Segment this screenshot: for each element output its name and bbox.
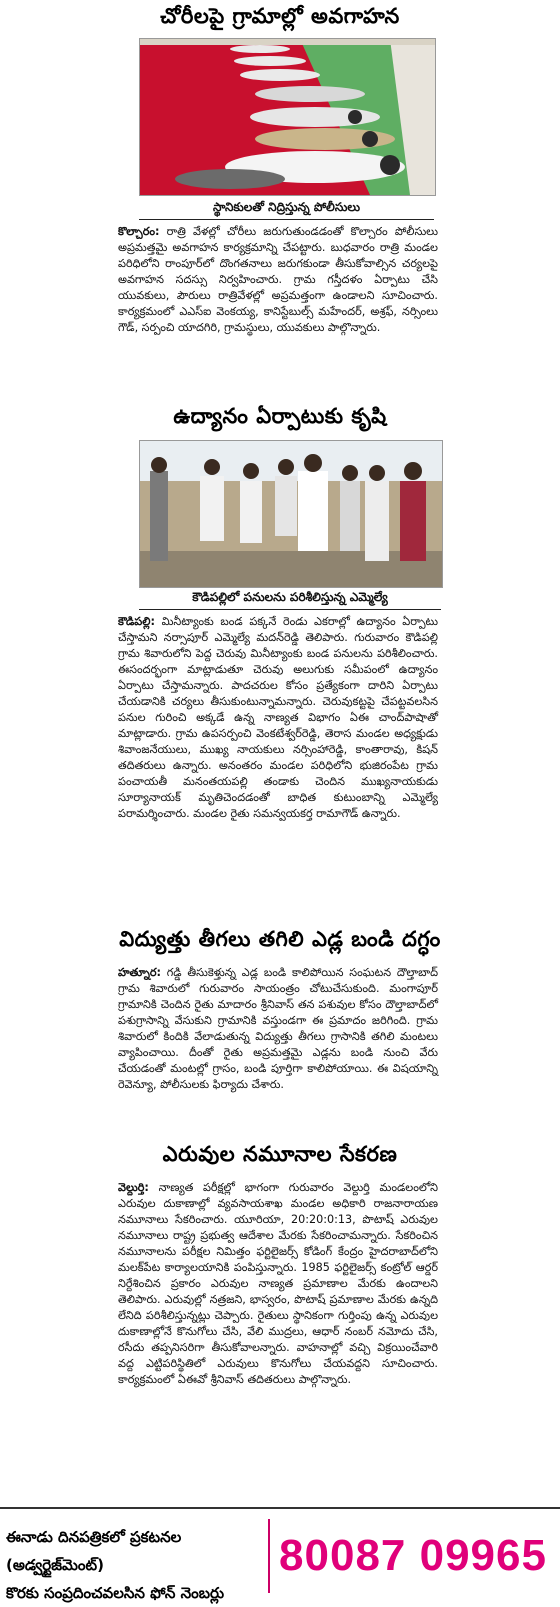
story-3-body [118, 965, 438, 1135]
story-2-headline: ఉద్యానం ఏర్పాటుకు కృషి [173, 404, 387, 428]
mla-inspection-photo [140, 441, 442, 587]
ad-banner [0, 1507, 560, 1602]
story-4-headline: ఎరువుల నమూనాల సేకరణ [162, 1142, 398, 1166]
story-3-headline: విద్యుత్తు తీగలు తగిలి ఎడ్ల బండి దగ్ధం [119, 927, 441, 951]
story-2-dateline: కౌడిపల్లి: [118, 615, 155, 628]
story-4-dateline: వెల్దుర్తి: [118, 1181, 149, 1194]
story-2-text: మినీట్యాంకు బండ పక్కనే రెండు ఎకరాల్లో ఉద్యానం ఏర్పాటు చేస్తామని నర్సాపూర్‌ ఎమ్మెల్యే మదన్‌రెడ్డి తెలిపారు. గురువారం కౌడిపల్లి గ్రామ శివారులోని పెద్ద చెరువు మినీట్యాంకు బండ పనులను పరిశీలించారు. ఈసందర్భంగా మాట్లాడుతూ చెరువు అలుగుకు సమీపంలో ఉద్యానం ఏర్పాటు చేస్తామన్నారు. పాదచరుల కోసం ప్రత్యేకంగా దారిని ఏర్పాటు చేయడానికి చర్యలు తీసుకుంటున్నామన్నారు. చెరువుకట్టపై చేపట్టవలసిన పనుల గురించి అక్కడే ఉన్న నాణ్యత విభాగం ఏఈ చాంద్‌పాషాతో మాట్లాడారు. గ్రామ ఉపసర్పంచి వెంకటేశ్వర్‌రెడ్డి, తెరాస మండల అధ్యక్షుడు శివాంజనేయులు, ముఖ్య నాయకులు నర్సింహారెడ్డి, కాంతారావు, కిషన్‌ తదితరులు ఉన్నారు. అనంతరం మండల పరిధిలోని భుజిరంపేట గ్రామ పంచాయతీ మనంతయపల్లి తండాకు చెందిన ముఖ్యనాయకుడు సూర్యానాయక్‌ మృతిచెందడంతో బాధిత కుటుంబాన్ని ఎమ్మెల్యే పరామర్శించారు. మండల రైతు సమన్వయకర్త రామాగౌడ్‌ ఉన్నారు. [118, 615, 439, 820]
story-1-dateline: కొల్చారం: [118, 225, 160, 238]
story-1-photo [139, 38, 436, 196]
story-4-text: నాణ్యత పరీక్షల్లో భాగంగా గురువారం వెల్దుర్తి మండలంలోని ఎరువుల దుకాణాల్లో వ్యవసాయశాఖ మండల అధికారి రాజనారాయణ నమూనాలు సేకరించారు. యూరియా, 20:20:0:13, పొటాష్‌ ఎరువుల నమూనాలు రాష్ట్ర ప్రభుత్వ ఆదేశాల మేరకు సేకరించామన్నారు. సేకరించిన నమూనాలను పరీక్షల నిమిత్తం ఫర్టిలైజర్స్‌ కోడింగ్‌ కేంద్రం హైదరాబాద్‌లోని మలక్‌పేట కార్యాలయానికి పంపిస్తున్నారు. 1985 ఫర్టిలైజర్స్‌ కంట్రోల్‌ ఆర్డర్‌ నిర్దేశించిన ప్రకారం ఎరువుల నాణ్యత ప్రమాణాల మేరకు ఉందాలని తెలిపారు. ఎరువుల్లో నత్రజని, భాస్వరం, పొటాష్‌ ప్రమాణాల మేరకు ఉన్నది లేనిది పరిశీలిస్తున్నట్లు చెప్పారు. రైతులు స్థానికంగా గుర్తింపు ఉన్న ఎరువుల దుకాణాల్లోనే కొనుగోలు చేసి, వేలి ముద్రలు, ఆధార్‌ నంబర్‌ నమోదు చేసి, రసీదు తప్పనిసరిగా తీసుకోవాలన్నారు. వాహనాల్లో వచ్చి విక్రయించేవారి వద్ద ఎట్టిపరిస్థితిలో ఎరువులు కొనుగోలు చేయవద్దని సూచించారు. కార్యక్రమంలో ఏఈవో శ్రీనివాస్‌ తదితరులు పాల్గొన్నారు. [118, 1181, 438, 1386]
story-4-body [118, 1180, 438, 1502]
police-sleeping-photo [140, 39, 435, 195]
story-1-caption: స్థానికులతో నిద్రిస్తున్న పోలీసులు [212, 200, 361, 214]
caption-rule [139, 219, 434, 220]
ad-text [6, 1523, 264, 1607]
ad-line-2: కొరకు సంప్రదించవలసిన ఫోన్‌ నెంబర్లు [6, 1584, 225, 1602]
story-3-text: గడ్డి తీసుకెళ్తున్న ఎడ్ల బండి కాలిపోయిన సంఘటన దౌల్తాబాద్‌ గ్రామ శివారులో గురువారం సాయంత్రం చోటుచేసుకుంది. మంగాపూర్‌ గ్రామానికి చెందిన రైతు మాదారం శ్రీనివాస్‌ తన పశువుల కోసం దౌల్తాబాద్‌లో పశుగ్రాసాన్ని వేసుకుని గ్రామానికి వస్తుండగా ఈ ప్రమాదం జరిగింది. గ్రామ శివారులో కిందికి వేలాడుతున్న విద్యుత్తు తీగలు గ్రాసానికి తగిలి మంటలు వ్యాపించాయి. దీంతో రైతు అప్రమత్తమై ఎడ్లను బండి నుంచి వేరు చేయడంతో మంటల్లో గ్రాసం, బండి పూర్తిగా కాలిపోయాయి. ఈ విషయాన్ని రెవెన్యూ, పోలీసులకు ఫిర్యాదు చేశారు. [118, 966, 438, 1091]
story-2-body [118, 614, 438, 908]
story-2-caption: కౌడిపల్లిలో పనులను పరిశీలిస్తున్న ఎమ్మెల్యే [192, 590, 388, 604]
story-1-text: రాత్రి వేళల్లో చోరీలు జరుగుతుండడంతో కొల్చారం పోలీసులు అప్రమత్తమై అవగాహన కార్యక్రమాన్ని చేపట్టారు. బుధవారం రాత్రి మండల పరిధిలోని రాంపూర్‌లో దొంగతనాలు జరుగకుండా తీసుకోవాల్సిన చర్యలపై అవగాహన సదస్సు నిర్వహించారు. గ్రామ గస్తీదళం ఏర్పాటు చేసి యువకులు, పౌరులు రాత్రివేళల్లో అప్రమత్తంగా ఉండాలని సూచించారు. కార్యక్రమంలో ఎఎస్‌ఐ వెంకయ్య, కానిస్టేబుల్స్‌ మహేందర్‌, అశ్రఫ్‌, నర్సింలు గౌడ్‌, సర్పంచి యాదగిరి, గ్రామస్థులు, యువకులు పాల్గొన్నారు. [118, 225, 438, 334]
story-1-headline: చోరీలపై గ్రామాల్లో అవగాహన [160, 4, 400, 28]
story-1-body [118, 224, 438, 396]
ad-line-1: ఈనాడు దినపత్రికలో ప్రకటనల (అడ్వర్టైజ్‌మెంట్‌) [6, 1528, 182, 1574]
story-3-dateline: హత్నూర: [118, 966, 161, 979]
caption-rule [139, 609, 441, 610]
story-2-photo [139, 440, 443, 588]
ad-phone-number: 80087 09965 [268, 1519, 556, 1593]
